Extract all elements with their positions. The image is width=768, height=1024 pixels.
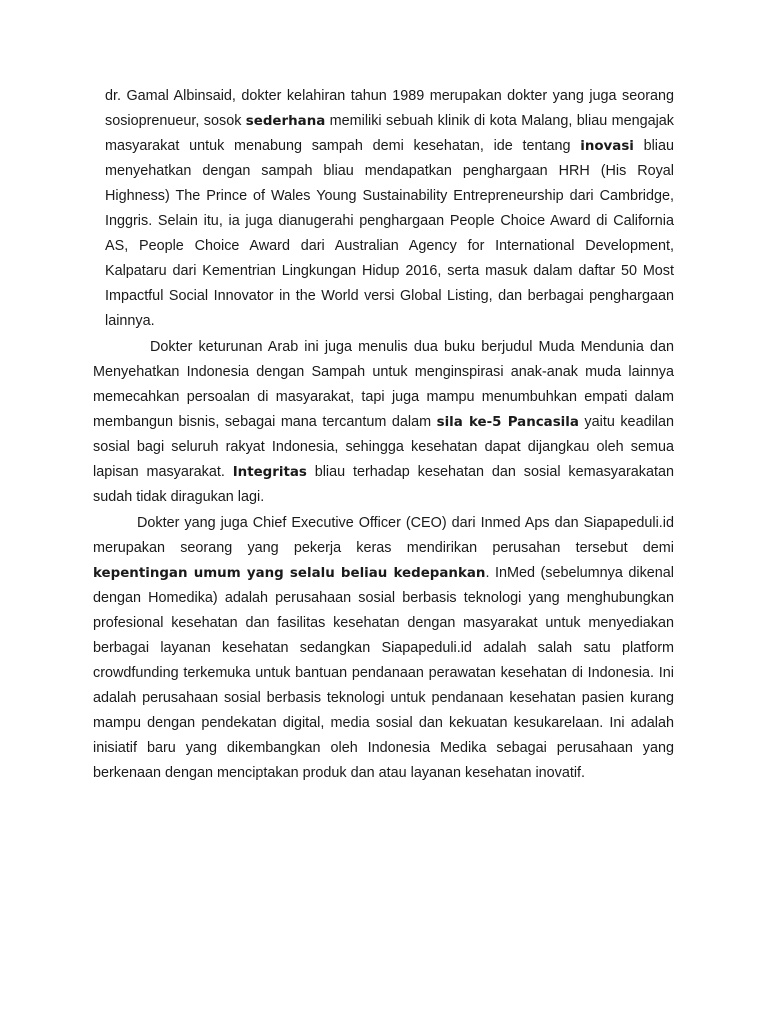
text-run: Dokter keturunan Arab ini juga menulis dua buku berjudul Muda Mendunia dan Menyehatkan Indonesia dengan Sampah untuk menginspirasi anak-anak muda lainnya memecahkan persoalan di masyarakat, tapi juga mampu menumbuhkan empati dalam membangun bisnis, sebagai mana tercantum dalam [93, 339, 674, 430]
text-run: dr. Gamal Albinsaid, dokter kelahiran tahun 1989 merupakan dokter yang juga seorang sosioprenueur, sosok [105, 88, 674, 129]
bold-term-inovasi: inovasi [580, 139, 634, 154]
bold-term-kepentingan: kepentingan umum yang selalu beliau kedepankan [93, 566, 486, 581]
text-run: bliau menyehatkan dengan sampah bliau mendapatkan penghargaan HRH (His Royal Highness) The Prince of Wales Young Sustainability Entrepreneurship dari Cambridge, Inggris. Selain itu, ia juga dianugerahi penghargaan People Choice Award di California AS, People Choice Award dari Australian Agency for International Development, Kalpataru dari Kementrian Lingkungan Hidup 2016, serta masuk dalam daftar 50 Most Impactful Social Innovator in the World versi Global Listing, dan berbagai penghargaan lainnya. [105, 138, 674, 329]
paragraph-profile [105, 84, 674, 334]
text-run: Dokter yang juga Chief Executive Officer (CEO) dari Inmed Aps dan Siapapeduli.id merupakan seorang yang pekerja keras mendirikan perusahan tersebut demi [93, 515, 674, 556]
text-run: memiliki sebuah klinik di kota Malang, bliau mengajak masyarakat untuk menabung sampah demi kesehatan, ide tentang [105, 113, 674, 154]
text-run: yaitu keadilan sosial bagi seluruh rakyat Indonesia, sehingga kesehatan dapat dijangkau oleh semua lapisan masyarakat. [93, 414, 674, 480]
bold-term-sederhana: sederhana [245, 114, 326, 129]
bold-term-sila: sila ke-5 Pancasila [436, 415, 579, 430]
text-run: bliau terhadap kesehatan dan sosial kemasyarakatan sudah tidak diragukan lagi. [93, 464, 674, 505]
paragraph-books [93, 335, 674, 510]
bold-term-integritas: Integritas [232, 465, 307, 480]
text-run: . InMed (sebelumnya dikenal dengan Homedika) adalah perusahaan sosial berbasis teknologi yang menghubungkan profesional kesehatan dan fasilitas kesehatan dengan masyarakat untuk menyediakan berbagai layanan kesehatan sedangkan Siapapeduli.id adalah salah satu platform crowdfunding terkemuka untuk bantuan pendanaan perawatan kesehatan di Indonesia. Ini adalah perusahaan sosial berbasis teknologi untuk pendanaan kesehatan pasien kurang mampu dengan pendekatan digital, media sosial dan kekuatan kesukarelaan. Ini adalah inisiatif baru yang dikembangkan oleh Indonesia Medika sebagai perusahaan yang berkenaan dengan menciptakan produk dan atau layanan kesehatan inovatif. [93, 565, 674, 781]
paragraph-ceo [93, 511, 674, 786]
